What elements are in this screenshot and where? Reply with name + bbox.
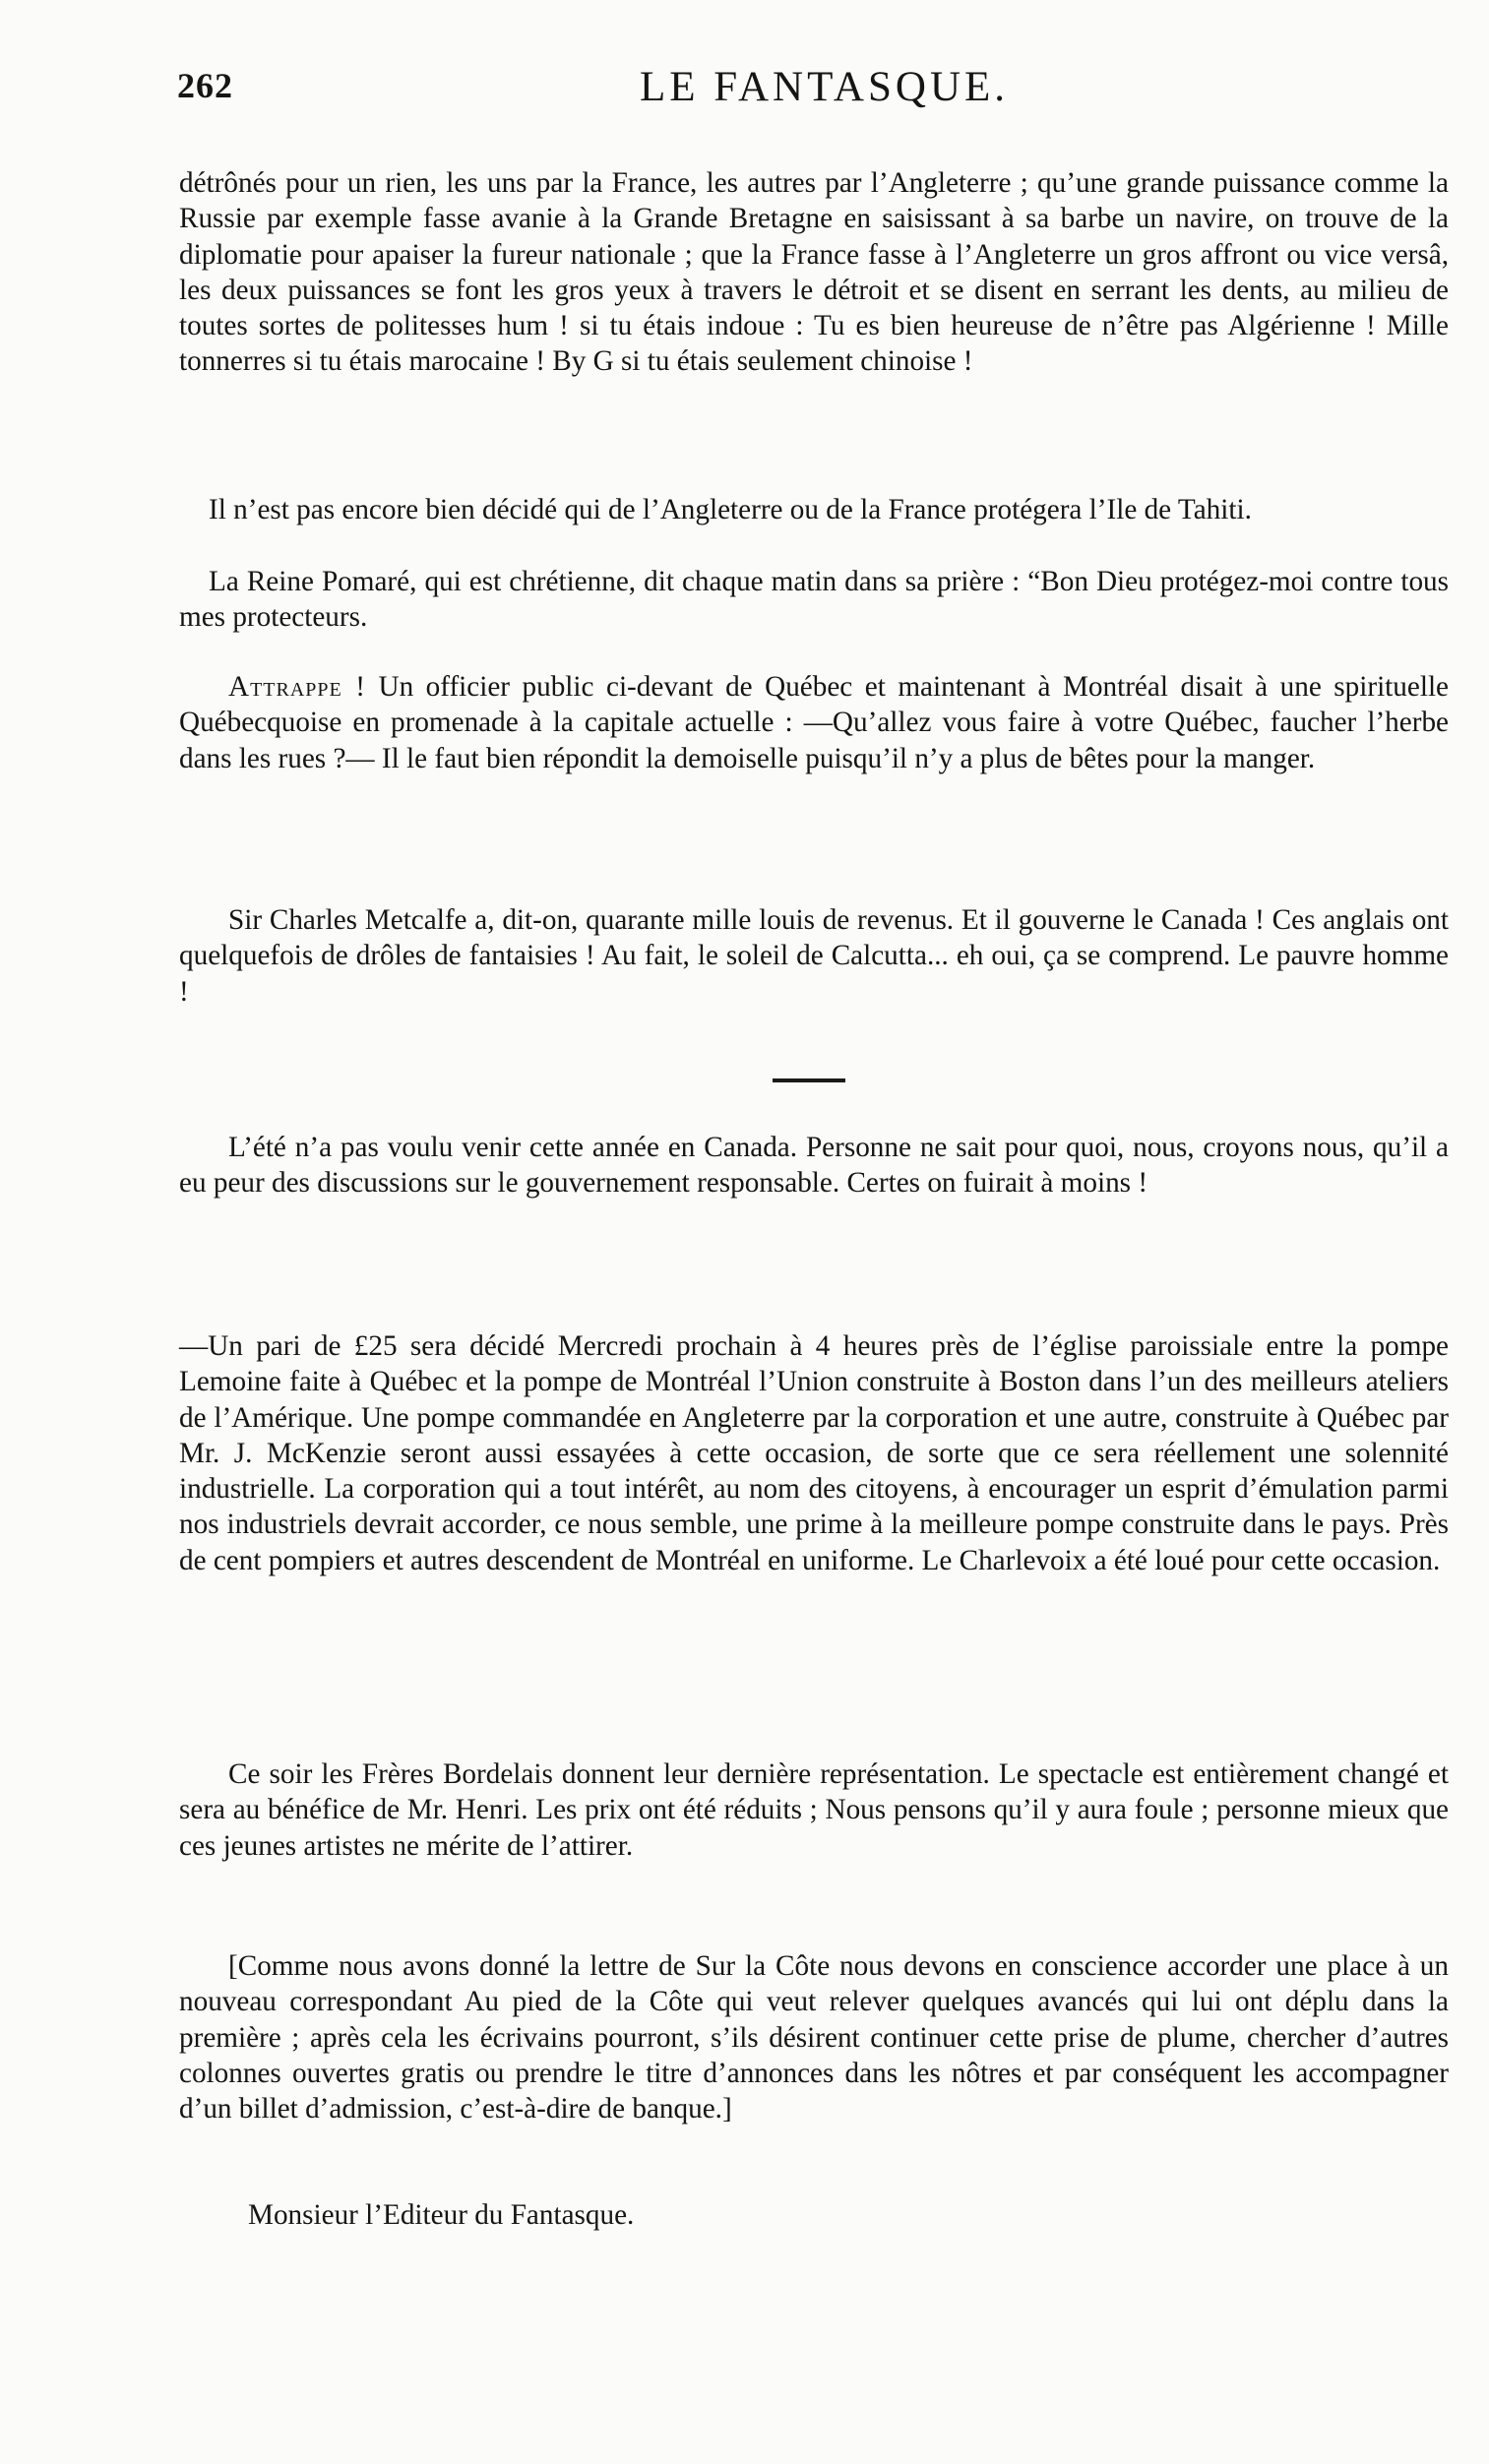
- section-divider: [773, 1078, 845, 1082]
- article-paragraph: [179, 1948, 1449, 2126]
- paragraph-text: Monsieur l’Editeur du Fantasque.: [248, 2199, 635, 2231]
- paragraph-text: détrônés pour un rien, les uns par la France, les autres par l’Angleterre ; qu’une grande puissance comme la Russie par exemple fasse avanie à la Grande Bretagne en saisissant à sa barbe un navire, on trouve de la diplomatie pour apaiser la fureur nationale ; que la France fasse à l’Angleterre un gros affront ou vice versâ, les deux puissances se font les gros yeux à travers le détroit et se disent en serrant les dents, au milieu de toutes sortes de politesses hum ! si tu étais indoue : Tu es bien heureuse de n’être pas Algérienne ! Mille tonnerres si tu étais marocaine ! By G si tu étais seulement chinoise !: [179, 167, 1449, 378]
- journal-title: LE FANTASQUE.: [640, 64, 1010, 110]
- article-paragraph: [179, 492, 1449, 527]
- paragraph-text: Ce soir les Frères Bordelais donnent leur dernière représentation. Le spectacle est entièrement changé et sera au bénéfice de Mr. Henri. Les prix ont été réduits ; Nous pensons qu’il y aura foule ; personne mieux que ces jeunes artistes ne mérite de l’attirer.: [179, 1758, 1449, 1862]
- paragraph-lead: Attrappe !: [228, 671, 366, 703]
- article-paragraph: [179, 669, 1449, 776]
- paragraph-text: [Comme nous avons donné la lettre de Sur la Côte nous devons en conscience accorder une place à un nouveau correspondant Au pied de la Côte qui veut relever quelques avancés qui lui ont déplu dans la première ; après cela les écrivains pourront, s’ils désirent continuer cette prise de plume, chercher d’autres colonnes ouvertes gratis ou prendre le titre d’annonces dans les nôtres et par conséquent les accompagner d’un billet d’admission, c’est-à-dire de banque.]: [179, 1950, 1449, 2125]
- paragraph-text: L’été n’a pas voulu venir cette année en Canada. Personne ne sait pour quoi, nous, croyons nous, qu’il a eu peur des discussions sur le gouvernement responsable. Certes on fuirait à moins !: [179, 1132, 1449, 1200]
- paragraph-text: La Reine Pomaré, qui est chrétienne, dit chaque matin dans sa prière : “Bon Dieu protégez-moi contre tous mes protecteurs.: [179, 566, 1449, 634]
- paragraph-block: [179, 669, 1449, 776]
- article-paragraph: [179, 1328, 1449, 1578]
- article-paragraph: [179, 902, 1449, 1010]
- article-paragraph: [179, 564, 1449, 636]
- paragraph-text: Sir Charles Metcalfe a, dit-on, quarante mille louis de revenus. Et il gouverne le Canada ! Ces anglais ont quelquefois de drôles de fantaisies ! Au fait, le soleil de Calcutta... eh oui, ça se comprend. Le pauvre homme !: [179, 904, 1449, 1008]
- page-number: 262: [177, 66, 233, 105]
- article-paragraph: [179, 2197, 1449, 2233]
- paragraph-text: —Un pari de £25 sera décidé Mercredi prochain à 4 heures près de l’église paroissiale entre la pompe Lemoine faite à Québec et la pompe de Montréal l’Union construite à Boston dans l’un des meilleurs ateliers de l’Amérique. Une pompe commandée en Angleterre par la corporation et une autre, construite à Québec par Mr. J. McKenzie seront aussi essayées à cette occasion, de sorte que ce sera réellement une solennité industrielle. La corporation qui a tout intérêt, au nom des citoyens, à encourager un esprit d’émulation parmi nos industriels devrait accorder, ce nous semble, une prime à la meilleure pompe construite dans le pays. Près de cent pompiers et autres descendent de Montréal en uniforme. Le Charlevoix a été loué pour cette occasion.: [179, 1330, 1449, 1576]
- article-paragraph: [179, 1756, 1449, 1864]
- paragraph-text: Il n’est pas encore bien décidé qui de l’Angleterre ou de la France protégera l’Ile de Tahiti.: [209, 494, 1252, 525]
- article-paragraph: [179, 1130, 1449, 1201]
- article-paragraph: [179, 165, 1449, 380]
- paragraph-text: Un officier public ci-devant de Québec et maintenant à Montréal disait à une spirituelle Québecquoise en promenade à la capitale actuelle : —Qu’allez vous faire à votre Québec, faucher l’herbe dans les rues ?— Il le faut bien répondit la demoiselle puisqu’il n’y a plus de bêtes pour la manger.: [179, 671, 1450, 774]
- page-header: [177, 57, 1319, 126]
